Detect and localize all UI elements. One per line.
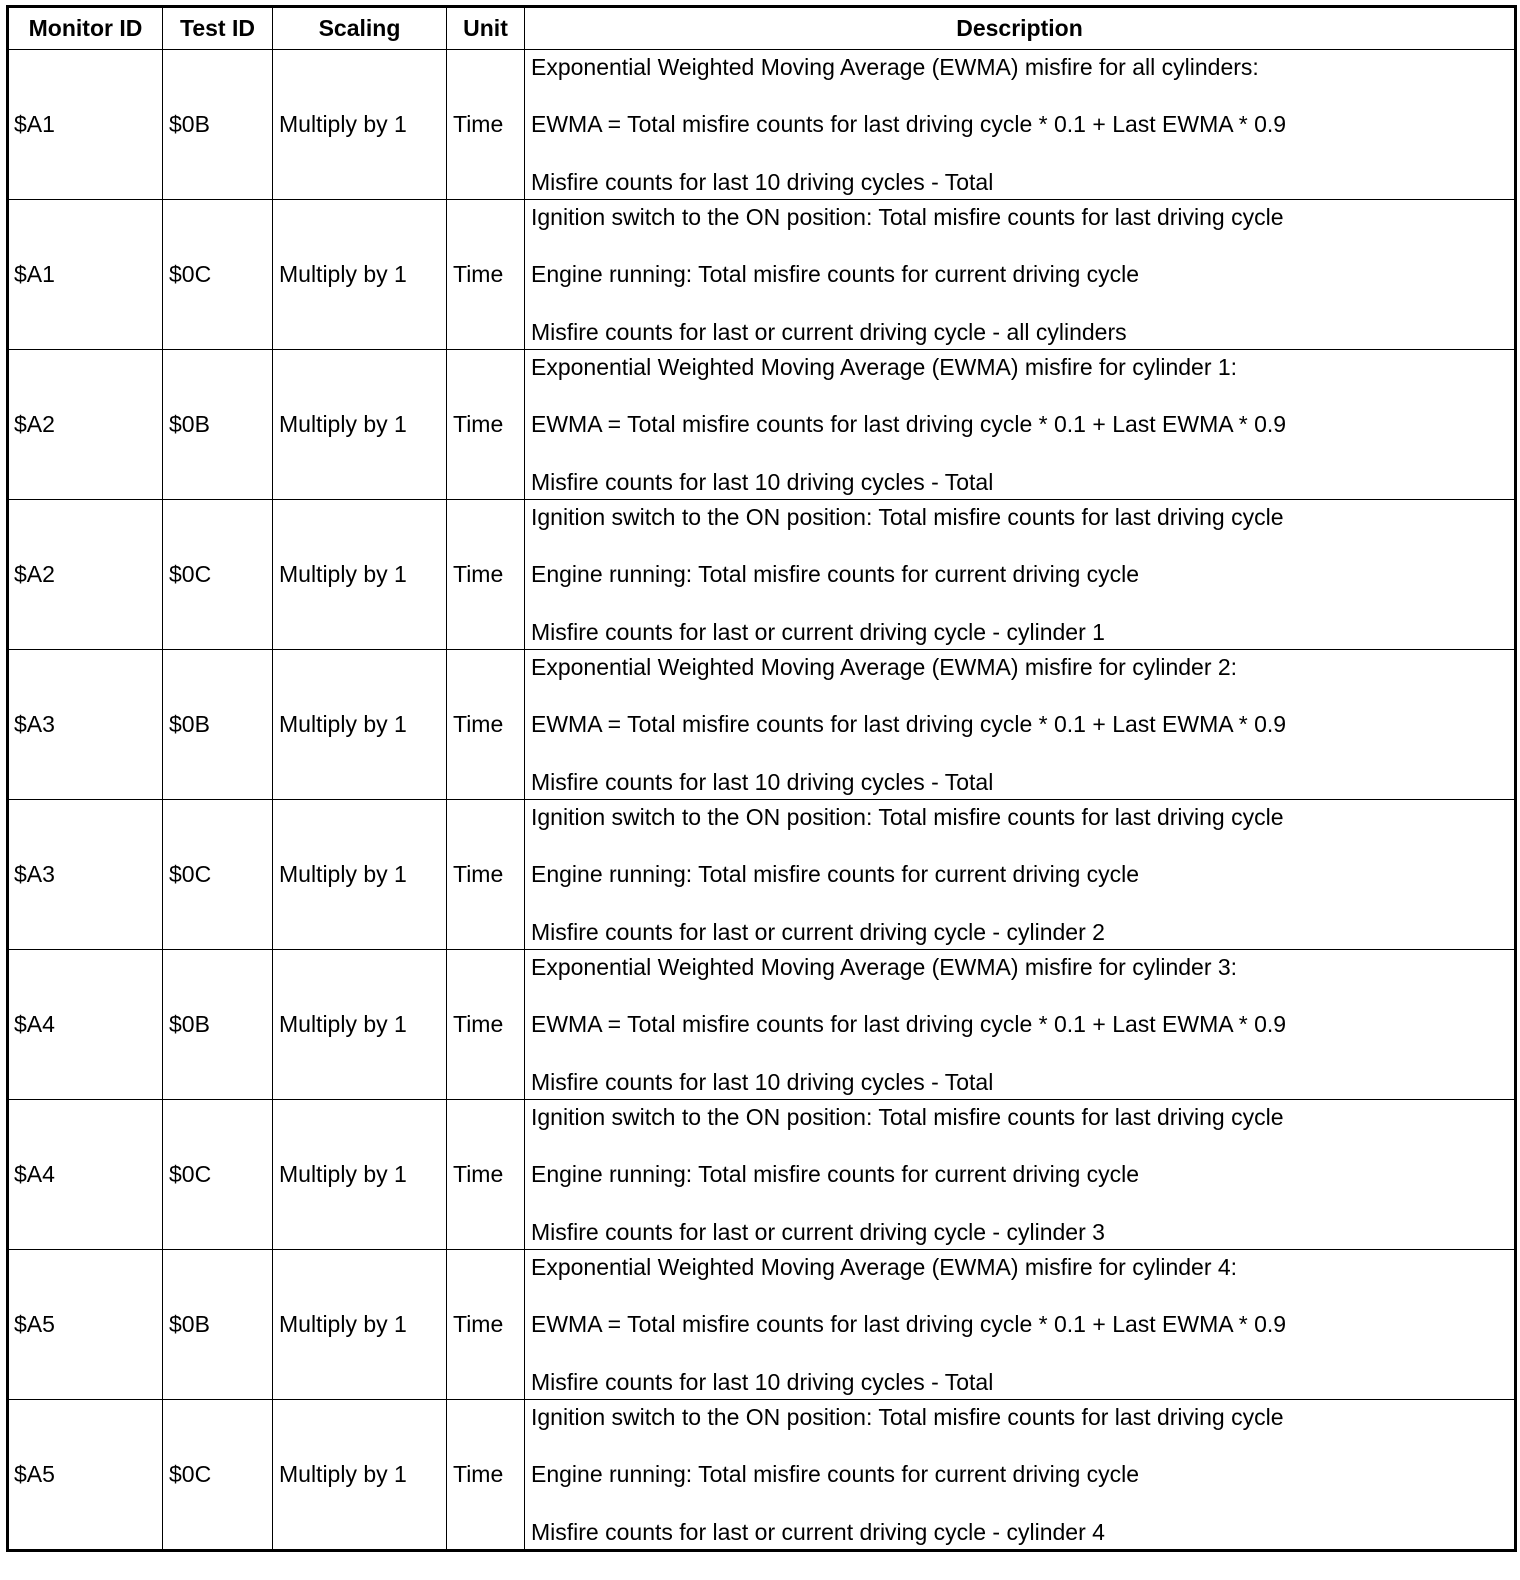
description-line: Engine running: Total misfire counts for current driving cycle bbox=[531, 1161, 1140, 1187]
test-id-cell: $0B bbox=[163, 50, 273, 200]
description-cell bbox=[525, 500, 1516, 650]
scaling-cell: Multiply by 1 bbox=[273, 650, 447, 800]
monitor-id-cell: $A3 bbox=[8, 650, 163, 800]
header-scaling: Scaling bbox=[273, 7, 447, 50]
table-row bbox=[8, 800, 1516, 950]
table-row bbox=[8, 950, 1516, 1100]
misfire-monitor-table bbox=[6, 5, 1517, 1552]
unit-cell: Time bbox=[447, 800, 525, 950]
description-line: Misfire counts for last or current driving cycle - cylinder 2 bbox=[531, 918, 1105, 945]
scaling-cell: Multiply by 1 bbox=[273, 350, 447, 500]
description-cell bbox=[525, 650, 1516, 800]
description-line: EWMA = Total misfire counts for last driving cycle * 0.1 + Last EWMA * 0.9 bbox=[531, 711, 1287, 737]
table-row bbox=[8, 350, 1516, 500]
description-line: Engine running: Total misfire counts for current driving cycle bbox=[531, 1461, 1140, 1487]
description-line: EWMA = Total misfire counts for last driving cycle * 0.1 + Last EWMA * 0.9 bbox=[531, 1311, 1287, 1337]
unit-cell: Time bbox=[447, 350, 525, 500]
description-lines bbox=[531, 953, 1514, 1095]
description-line: Engine running: Total misfire counts for current driving cycle bbox=[531, 861, 1140, 887]
description-line: Misfire counts for last 10 driving cycles - Total bbox=[531, 768, 994, 795]
monitor-id-cell: $A4 bbox=[8, 950, 163, 1100]
description-line: Misfire counts for last 10 driving cycles - Total bbox=[531, 468, 994, 495]
description-line: Exponential Weighted Moving Average (EWMA) misfire for cylinder 4: bbox=[531, 1253, 1238, 1280]
table-row bbox=[8, 200, 1516, 350]
monitor-id-cell: $A2 bbox=[8, 500, 163, 650]
description-line: Misfire counts for last or current driving cycle - all cylinders bbox=[531, 318, 1127, 345]
header-row bbox=[8, 7, 1516, 50]
description-line: Engine running: Total misfire counts for current driving cycle bbox=[531, 561, 1140, 587]
unit-cell: Time bbox=[447, 50, 525, 200]
description-lines bbox=[531, 503, 1514, 645]
description-cell bbox=[525, 200, 1516, 350]
description-line: Misfire counts for last 10 driving cycles - Total bbox=[531, 1368, 994, 1395]
description-line: Exponential Weighted Moving Average (EWMA) misfire for cylinder 3: bbox=[531, 953, 1238, 980]
description-cell bbox=[525, 50, 1516, 200]
monitor-id-cell: $A5 bbox=[8, 1400, 163, 1551]
monitor-id-cell: $A2 bbox=[8, 350, 163, 500]
description-line: Exponential Weighted Moving Average (EWMA) misfire for cylinder 1: bbox=[531, 353, 1238, 380]
description-line: Misfire counts for last 10 driving cycles - Total bbox=[531, 1068, 994, 1095]
test-id-cell: $0B bbox=[163, 650, 273, 800]
description-cell bbox=[525, 1100, 1516, 1250]
table-body bbox=[8, 50, 1516, 1551]
header-unit: Unit bbox=[447, 7, 525, 50]
scaling-cell: Multiply by 1 bbox=[273, 1400, 447, 1551]
test-id-cell: $0C bbox=[163, 1400, 273, 1551]
scaling-cell: Multiply by 1 bbox=[273, 200, 447, 350]
test-id-cell: $0C bbox=[163, 1100, 273, 1250]
test-id-cell: $0B bbox=[163, 350, 273, 500]
test-id-cell: $0C bbox=[163, 200, 273, 350]
scaling-cell: Multiply by 1 bbox=[273, 500, 447, 650]
description-line: Ignition switch to the ON position: Total misfire counts for last driving cycle bbox=[531, 1403, 1284, 1430]
description-line: EWMA = Total misfire counts for last driving cycle * 0.1 + Last EWMA * 0.9 bbox=[531, 111, 1287, 137]
monitor-id-cell: $A1 bbox=[8, 200, 163, 350]
description-line: Misfire counts for last or current driving cycle - cylinder 4 bbox=[531, 1518, 1105, 1545]
monitor-id-cell: $A3 bbox=[8, 800, 163, 950]
description-line: Ignition switch to the ON position: Total misfire counts for last driving cycle bbox=[531, 1103, 1284, 1130]
description-line: Ignition switch to the ON position: Total misfire counts for last driving cycle bbox=[531, 503, 1284, 530]
description-line: EWMA = Total misfire counts for last driving cycle * 0.1 + Last EWMA * 0.9 bbox=[531, 1011, 1287, 1037]
scaling-cell: Multiply by 1 bbox=[273, 1100, 447, 1250]
description-line: Ignition switch to the ON position: Total misfire counts for last driving cycle bbox=[531, 803, 1284, 830]
monitor-id-cell: $A5 bbox=[8, 1250, 163, 1400]
monitor-id-cell: $A1 bbox=[8, 50, 163, 200]
unit-cell: Time bbox=[447, 1250, 525, 1400]
description-cell bbox=[525, 1250, 1516, 1400]
unit-cell: Time bbox=[447, 200, 525, 350]
description-line: Engine running: Total misfire counts for current driving cycle bbox=[531, 261, 1140, 287]
description-lines bbox=[531, 1253, 1514, 1395]
header-description: Description bbox=[525, 7, 1516, 50]
table-row bbox=[8, 1250, 1516, 1400]
header-monitor-id: Monitor ID bbox=[8, 7, 163, 50]
description-line: EWMA = Total misfire counts for last driving cycle * 0.1 + Last EWMA * 0.9 bbox=[531, 411, 1287, 437]
unit-cell: Time bbox=[447, 1400, 525, 1551]
monitor-id-cell: $A4 bbox=[8, 1100, 163, 1250]
description-line: Exponential Weighted Moving Average (EWMA) misfire for cylinder 2: bbox=[531, 653, 1238, 680]
scaling-cell: Multiply by 1 bbox=[273, 1250, 447, 1400]
table-header bbox=[8, 7, 1516, 50]
table-row bbox=[8, 1400, 1516, 1551]
table-row bbox=[8, 50, 1516, 200]
scaling-cell: Multiply by 1 bbox=[273, 50, 447, 200]
unit-cell: Time bbox=[447, 650, 525, 800]
description-cell bbox=[525, 350, 1516, 500]
table-row bbox=[8, 1100, 1516, 1250]
unit-cell: Time bbox=[447, 1100, 525, 1250]
description-cell bbox=[525, 800, 1516, 950]
test-id-cell: $0B bbox=[163, 950, 273, 1100]
test-id-cell: $0B bbox=[163, 1250, 273, 1400]
description-line: Misfire counts for last or current driving cycle - cylinder 1 bbox=[531, 618, 1105, 645]
unit-cell: Time bbox=[447, 950, 525, 1100]
header-test-id: Test ID bbox=[163, 7, 273, 50]
description-line: Misfire counts for last or current driving cycle - cylinder 3 bbox=[531, 1218, 1105, 1245]
description-lines bbox=[531, 1403, 1514, 1545]
description-lines bbox=[531, 1103, 1514, 1245]
description-line: Exponential Weighted Moving Average (EWMA) misfire for all cylinders: bbox=[531, 53, 1259, 80]
description-lines bbox=[531, 203, 1514, 345]
scaling-cell: Multiply by 1 bbox=[273, 800, 447, 950]
description-lines bbox=[531, 53, 1514, 195]
description-cell bbox=[525, 950, 1516, 1100]
test-id-cell: $0C bbox=[163, 800, 273, 950]
table-row bbox=[8, 650, 1516, 800]
table-row bbox=[8, 500, 1516, 650]
test-id-cell: $0C bbox=[163, 500, 273, 650]
description-cell bbox=[525, 1400, 1516, 1551]
scaling-cell: Multiply by 1 bbox=[273, 950, 447, 1100]
description-lines bbox=[531, 353, 1514, 495]
description-line: Misfire counts for last 10 driving cycles - Total bbox=[531, 168, 994, 195]
description-line: Ignition switch to the ON position: Total misfire counts for last driving cycle bbox=[531, 203, 1284, 230]
description-lines bbox=[531, 653, 1514, 795]
unit-cell: Time bbox=[447, 500, 525, 650]
description-lines bbox=[531, 803, 1514, 945]
